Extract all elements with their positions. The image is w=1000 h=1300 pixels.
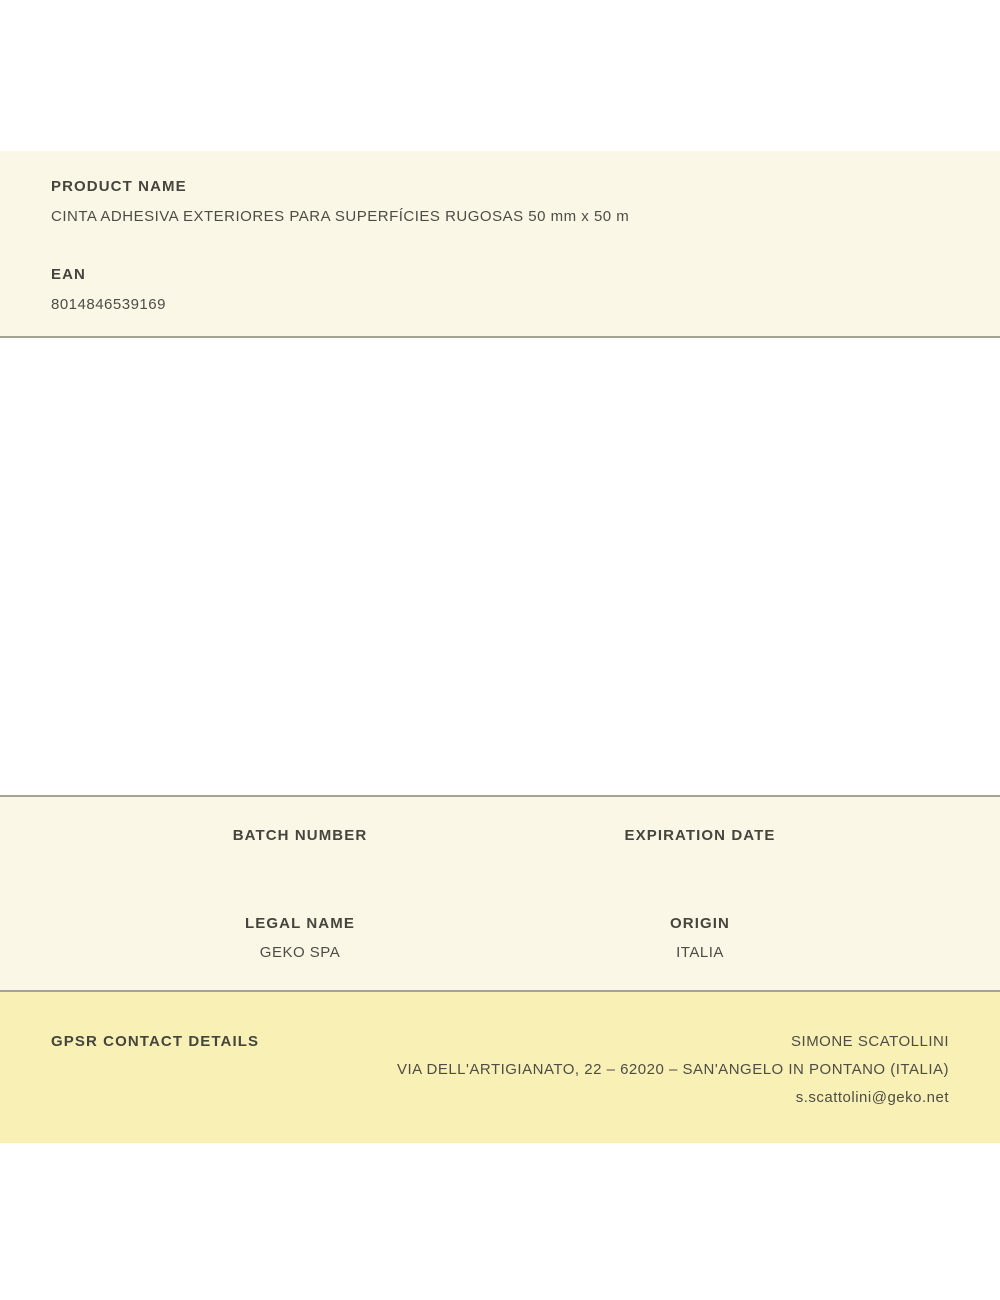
legal-name-value: GEKO SPA bbox=[259, 944, 341, 961]
expiration-date-cell bbox=[500, 826, 900, 914]
expiration-date-value bbox=[500, 846, 900, 914]
middle-whitespace bbox=[0, 338, 1000, 795]
product-name-field bbox=[51, 177, 949, 227]
product-name-value: CINTA ADHESIVA EXTERIORES PARA SUPERFÍCIES RUGOSAS 50 mm x 50 m bbox=[51, 208, 630, 225]
product-name-label: PRODUCT NAME bbox=[51, 178, 187, 195]
gpsr-contact-section bbox=[0, 992, 1000, 1143]
gpsr-contact-email: s.scattolini@geko.net bbox=[795, 1089, 949, 1106]
ean-label: EAN bbox=[51, 266, 86, 283]
gpsr-contact-name: SIMONE SCATOLLINI bbox=[791, 1033, 949, 1050]
origin-value: ITALIA bbox=[676, 944, 724, 961]
ean-value: 8014846539169 bbox=[51, 296, 166, 313]
legal-name-label: LEGAL NAME bbox=[245, 915, 355, 932]
legal-name-cell bbox=[100, 914, 500, 963]
gpsr-contact-block bbox=[397, 1028, 949, 1112]
ean-field bbox=[51, 265, 949, 315]
expiration-date-label: EXPIRATION DATE bbox=[624, 827, 776, 844]
gpsr-contact-title: GPSR CONTACT DETAILS bbox=[51, 1033, 260, 1050]
batch-number-value bbox=[100, 846, 500, 914]
details-grid bbox=[100, 826, 900, 963]
batch-number-label: BATCH NUMBER bbox=[232, 827, 368, 844]
batch-number-cell bbox=[100, 826, 500, 914]
gpsr-contact-address: VIA DELL'ARTIGIANATO, 22 – 62020 – SAN'ANGELO IN PONTANO (ITALIA) bbox=[396, 1061, 949, 1078]
origin-label: ORIGIN bbox=[670, 915, 730, 932]
origin-cell bbox=[500, 914, 900, 963]
product-info-section bbox=[0, 151, 1000, 338]
top-whitespace bbox=[0, 0, 1000, 151]
details-section bbox=[0, 795, 1000, 992]
